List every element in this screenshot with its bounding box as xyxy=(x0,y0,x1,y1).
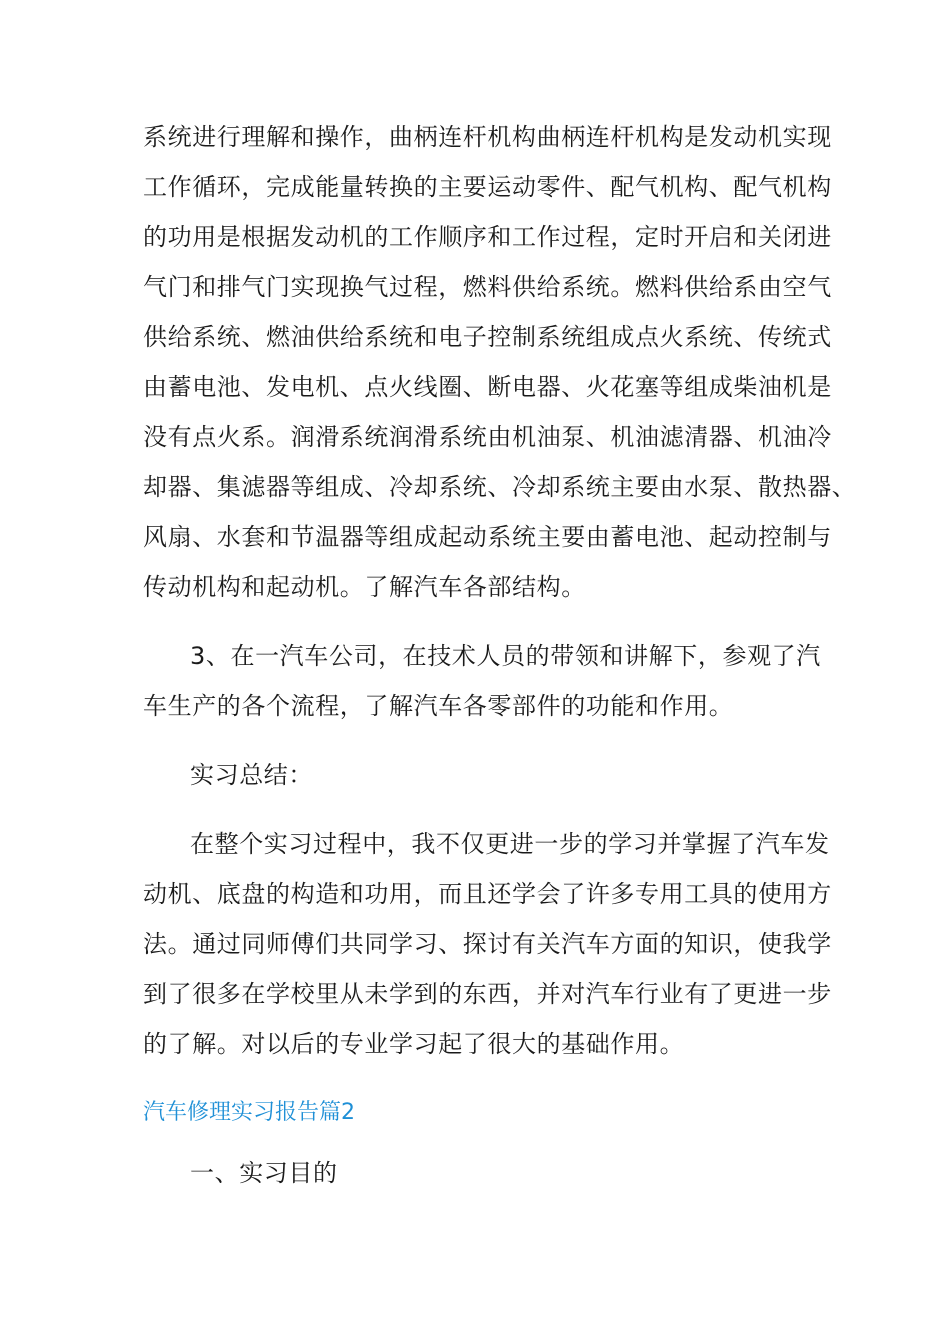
text-line: 供给系统、燃油供给系统和电子控制系统组成点火系统、传统式 xyxy=(143,323,832,351)
text-line: 的了解。对以后的专业学习起了很大的基础作用。 xyxy=(143,1030,685,1058)
text-line: 在整个实习过程中，我不仅更进一步的学习并掌握了汽车发 xyxy=(190,830,830,858)
text-line: 传动机构和起动机。了解汽车各部结构。 xyxy=(143,573,586,601)
text-line: 工作循环，完成能量转换的主要运动零件、配气机构、配气机构 xyxy=(143,173,832,201)
text-line: 3、在一汽车公司，在技术人员的带领和讲解下，参观了汽 xyxy=(190,642,821,670)
text-line: 没有点火系。润滑系统润滑系统由机油泵、机油滤清器、机油冷 xyxy=(143,423,832,451)
summary-label: 实习总结： xyxy=(190,761,313,789)
text-line: 车生产的各个流程，了解汽车各零部件的功能和作用。 xyxy=(143,692,734,720)
text-line: 气门和排气门实现换气过程，燃料供给系统。燃料供给系由空气 xyxy=(143,273,832,301)
text-line: 动机、底盘的构造和功用，而且还学会了许多专用工具的使用方 xyxy=(143,880,832,908)
text-line: 法。通过同师傅们共同学习、探讨有关汽车方面的知识，使我学 xyxy=(143,930,832,958)
section-heading: 汽车修理实习报告篇2 xyxy=(143,1100,355,1125)
text-line: 却器、集滤器等组成、冷却系统、冷却系统主要由水泵、散热器、 xyxy=(143,473,857,501)
subheading: 一、实习目的 xyxy=(190,1159,338,1187)
text-line: 到了很多在学校里从未学到的东西，并对汽车行业有了更进一步 xyxy=(143,980,832,1008)
text-line: 的功用是根据发动机的工作顺序和工作过程，定时开启和关闭进 xyxy=(143,223,832,251)
text-line: 风扇、水套和节温器等组成起动系统主要由蓄电池、起动控制与 xyxy=(143,523,832,551)
text-line: 由蓄电池、发电机、点火线圈、断电器、火花塞等组成柴油机是 xyxy=(143,373,832,401)
text-line: 系统进行理解和操作，曲柄连杆机构曲柄连杆机构是发动机实现 xyxy=(143,123,832,151)
